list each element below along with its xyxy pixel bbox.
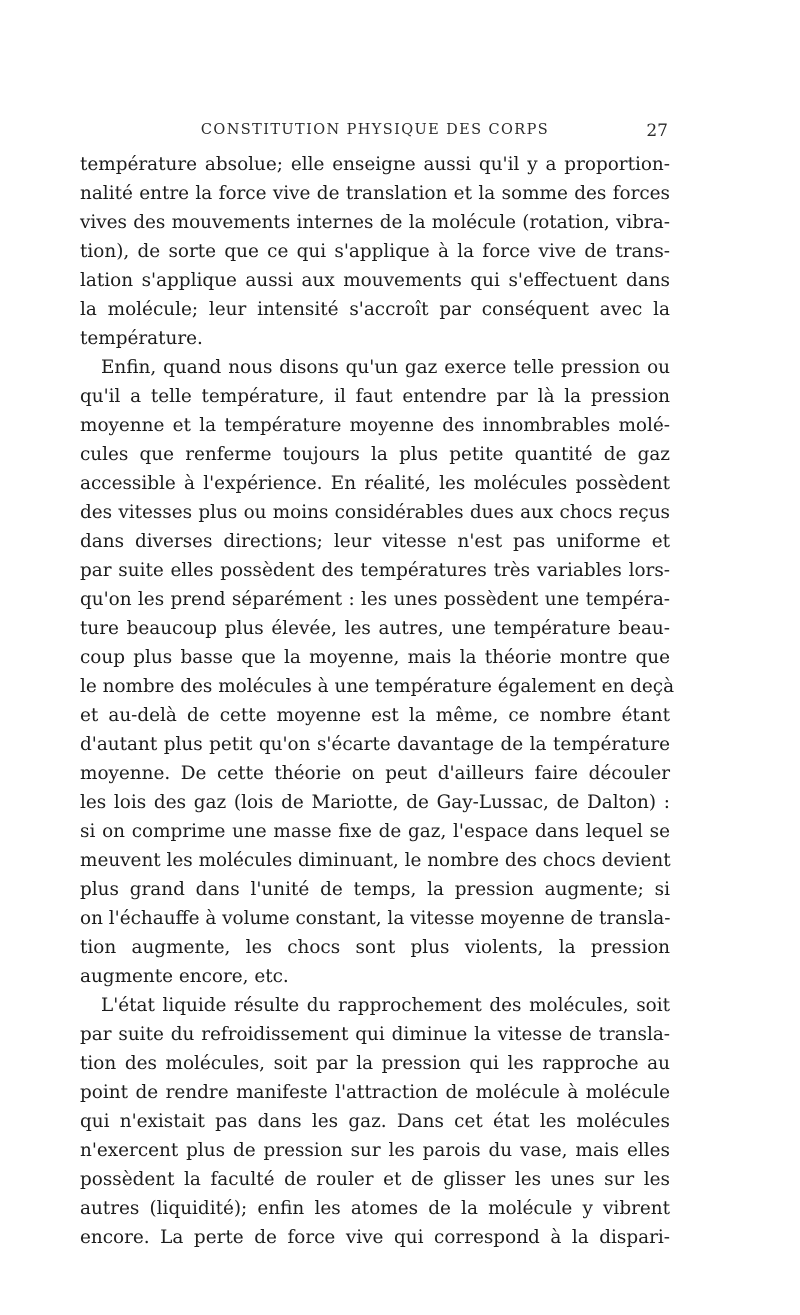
body-text — [80, 150, 675, 1252]
text-line: encore. La perte de force vive qui correspond à la dispari- — [80, 1227, 670, 1248]
text-line: moyenne. De cette théorie on peut d'ailleurs faire découler — [80, 763, 670, 784]
text-line: si on comprime une masse fixe de gaz, l'espace dans lequel se — [80, 821, 670, 842]
text-line: température absolue; elle enseigne aussi qu'il y a proportion- — [80, 154, 670, 175]
text-line: possèdent la faculté de rouler et de glisser les unes sur les — [80, 1169, 670, 1190]
text-line: cules que renferme toujours la plus petite quantité de gaz — [80, 444, 670, 465]
text-line: des vitesses plus ou moins considérables dues aux chocs reçus — [80, 502, 670, 523]
text-line: tion augmente, les chocs sont plus violents, la pression — [80, 937, 670, 958]
text-line: plus grand dans l'unité de temps, la pression augmente; si — [80, 879, 670, 900]
text-line: par suite elles possèdent des températures très variables lors- — [80, 560, 670, 581]
page-number: 27 — [646, 121, 668, 141]
text-line: on l'échauffe à volume constant, la vitesse moyenne de transla- — [80, 908, 671, 929]
paragraph — [80, 991, 670, 1252]
text-line: L'état liquide résulte du rapprochement des molécules, soit — [101, 995, 670, 1016]
book-page — [80, 121, 675, 1252]
text-line: coup plus basse que la moyenne, mais la théorie montre que — [80, 647, 670, 668]
text-line: point de rendre manifeste l'attraction de molécule à molécule — [80, 1082, 670, 1103]
paragraph — [80, 353, 675, 991]
text-line: tion des molécules, soit par la pression qui les rapproche au — [80, 1053, 670, 1074]
text-line: vives des mouvements internes de la molécule (rotation, vibra- — [80, 212, 670, 233]
text-line: lation s'applique aussi aux mouvements qui s'effectuent dans — [80, 270, 670, 291]
text-line: augmente encore, etc. — [80, 966, 289, 987]
text-line: ture beaucoup plus élevée, les autres, une température beau- — [80, 618, 670, 639]
text-line: nalité entre la force vive de translation et la somme des forces — [80, 183, 670, 204]
text-line: autres (liquidité); enfin les atomes de la molécule y vibrent — [80, 1198, 670, 1219]
text-line: température. — [80, 328, 203, 349]
running-header — [80, 122, 670, 144]
text-line: et au-delà de cette moyenne est la même, ce nombre étant — [80, 705, 670, 726]
text-line: n'exercent plus de pression sur les parois du vase, mais elles — [80, 1140, 670, 1161]
text-line: la molécule; leur intensité s'accroît par conséquent avec la — [80, 299, 670, 320]
text-line: qu'il a telle température, il faut entendre par là la pression — [80, 386, 670, 407]
text-line: qui n'existait pas dans les gaz. Dans cet état les molécules — [80, 1111, 670, 1132]
text-line: par suite du refroidissement qui diminue la vitesse de transla- — [80, 1024, 670, 1045]
text-line: dans diverses directions; leur vitesse n'est pas uniforme et — [80, 531, 670, 552]
text-line: d'autant plus petit qu'on s'écarte davantage de la température — [80, 734, 670, 755]
text-line: tion), de sorte que ce qui s'applique à la force vive de trans- — [80, 241, 670, 262]
paragraph — [80, 150, 670, 353]
text-line: Enfin, quand nous disons qu'un gaz exerce telle pression ou — [101, 357, 670, 378]
text-line: qu'on les prend séparément : les unes possèdent une tempéra- — [80, 589, 670, 610]
text-line: accessible à l'expérience. En réalité, les molécules possèdent — [80, 473, 670, 494]
text-line: le nombre des molécules à une température également en deçà — [80, 676, 675, 697]
running-title: CONSTITUTION PHYSIQUE DES CORPS — [200, 122, 550, 138]
text-line: meuvent les molécules diminuant, le nombre des chocs devient — [80, 850, 671, 871]
text-line: moyenne et la température moyenne des innombrables molé- — [80, 415, 670, 436]
text-line: les lois des gaz (lois de Mariotte, de Gay-Lussac, de Dalton) : — [80, 792, 670, 813]
